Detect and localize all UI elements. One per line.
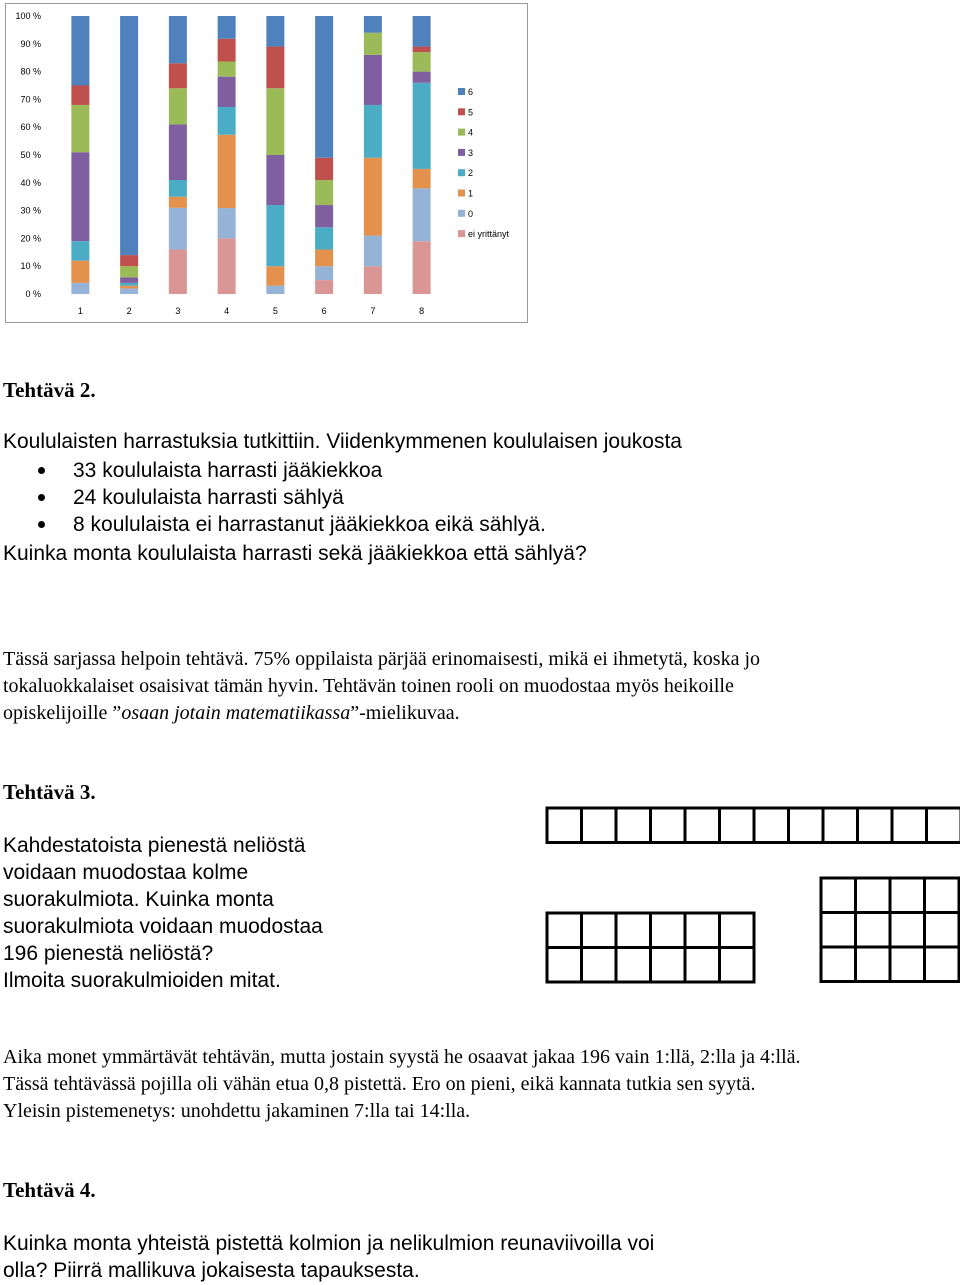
bar-segment [266,205,284,266]
y-tick-label: 20 % [20,233,41,244]
bar-segment [266,286,284,294]
y-tick-label: 100 % [15,11,41,21]
bar-segment [218,39,236,62]
bar-segment [169,16,187,63]
task3-comment [3,1044,927,1125]
list-item: 33 koululaista harrasti jääkiekkoa [3,457,903,484]
legend-label: 1 [468,188,474,199]
bar-segment [120,286,138,289]
y-tick-label: 90 % [20,38,41,49]
rect-3x4-cell [890,947,925,982]
legend-swatch [458,149,465,156]
bar-segment [120,255,138,266]
bar-segment [315,158,333,180]
rect-2x6-cell [720,948,755,983]
bar-segment [218,77,236,107]
bar-segment [413,52,431,71]
legend-label: 0 [468,208,474,219]
rect-1x12-cell [685,808,720,843]
bar-segment [169,63,187,88]
bar-segment [71,241,89,260]
list-item: 24 koululaista harrasti sählyä [3,484,903,511]
task2-question: Kuinka monta koululaista harrasti sekä jääkiekkoa että sählyä? [3,542,587,565]
bar-segment [71,105,89,152]
bar-segment [71,261,89,283]
rect-3x4-cell [925,878,960,913]
task2-intro: Koululaisten harrastuksia tutkittiin. Viidenkymmenen koululaisen joukosta [3,430,682,453]
stacked-percent-bar-chart [5,3,528,323]
task4-question [3,1230,903,1284]
comment-line: Aika monet ymmärtävät tehtävän, mutta jostain syystä he osaavat jakaa 196 vain 1:llä, 2:lla ja 4:llä. [3,1046,801,1068]
y-tick-label: 50 % [20,150,41,160]
rect-1x12-cell [892,808,927,843]
rect-3x4-cell [856,913,891,948]
comment-line: Tässä sarjassa helpoin tehtävä. 75% oppilaista pärjää erinomaisesti, mikä ei ihmetytä, koska jo [3,648,761,670]
bar-segment [266,266,284,285]
x-tick-label: 3 [175,306,181,316]
question-line: 196 pienestä neliöstä? [3,942,214,965]
bar-segment [218,61,236,76]
legend-swatch [458,129,465,136]
legend-label: 5 [468,107,474,118]
y-tick-label: 80 % [20,66,41,77]
bar-segment [169,124,187,180]
bar-segment [266,88,284,155]
bar-segment [218,16,236,39]
bar-segment [169,197,187,208]
question-line: olla? Piirrä mallikuva jokaisesta tapauksesta. [3,1259,420,1282]
bar-segment [315,266,333,280]
bar-segment [71,86,89,105]
legend-label: 3 [468,147,474,158]
rect-2x6-cell [651,948,686,983]
comment-text: ”-mielikuvaa. [350,702,460,724]
rect-3x4-cell [856,947,891,982]
question-line: suorakulmiota voidaan muodostaa [3,915,323,938]
task4-heading: Tehtävä 4. [3,1178,96,1202]
legend-swatch [458,108,465,115]
bar-segment [218,208,236,238]
x-tick-label: 2 [126,306,132,316]
list-item: 8 koululaista ei harrastanut jääkiekkoa eikä sählyä. [3,511,903,538]
bar-segment [364,33,382,55]
rect-3x4-cell [821,913,856,948]
bar-segment [364,16,382,33]
x-tick-label: 1 [77,306,83,316]
rect-3x4-cell [890,878,925,913]
rect-1x12-cell [547,808,582,843]
question-line: Kahdestatoista pienestä neliöstä [3,834,306,857]
rect-2x6-cell [547,913,582,948]
legend-swatch [458,169,465,176]
bar-segment [218,135,236,208]
rect-2x6-cell [651,913,686,948]
rect-1x12-cell [789,808,824,843]
rect-1x12-cell [823,808,858,843]
comment-italic-text: osaan jotain matematiikassa [121,702,351,724]
task3-heading: Tehtävä 3. [3,780,96,804]
comment-line [3,700,927,727]
bar-segment [120,266,138,277]
bar-segment [169,180,187,197]
question-line: suorakulmiota. Kuinka monta [3,888,274,911]
legend-swatch [458,210,465,217]
bar-segment [266,47,284,89]
bar-segment [218,107,236,135]
bar-segment [169,88,187,124]
bar-segment [315,250,333,267]
legend-label: ei yrittänyt [468,229,510,240]
rect-1x12-cell [651,808,686,843]
x-tick-label: 8 [419,306,425,316]
bar-segment [71,152,89,241]
bar-segment [71,283,89,294]
y-tick-label: 10 % [20,261,41,272]
rect-1x12-cell [927,808,960,843]
comment-line: tokaluokkalaiset osaisivat tämän hyvin. Tehtävän toinen rooli on muodostaa myös heikoille [3,675,734,697]
question-line: Kuinka monta yhteistä pistettä kolmion ja nelikulmion reunaviivoilla voi [3,1232,655,1255]
bar-segment [413,16,431,47]
rect-1x12-cell [858,808,893,843]
legend-label: 2 [468,168,474,179]
rect-2x6-cell [720,913,755,948]
bar-segment [315,180,333,205]
bar-segment [266,155,284,205]
bar-segment [315,280,333,294]
rect-1x12-cell [754,808,789,843]
rect-1x12-cell [616,808,651,843]
rect-2x6-cell [616,948,651,983]
comment-text: opiskelijoille ” [3,702,122,724]
y-tick-label: 60 % [20,122,41,133]
y-tick-label: 70 % [20,94,41,105]
bar-segment [315,16,333,158]
rect-3x4-cell [925,913,960,948]
y-tick-label: 30 % [20,205,41,216]
rect-3x4-cell [890,913,925,948]
x-tick-label: 7 [370,306,376,316]
task3-question [3,832,423,994]
chart-svg [6,4,527,322]
bar-segment [266,16,284,47]
bar-segment [120,16,138,255]
legend-swatch [458,88,465,95]
rect-1x12-cell [582,808,617,843]
bar-segment [413,169,431,188]
rect-3x4-cell [821,878,856,913]
task2-comment [3,646,927,727]
bar-segment [364,105,382,158]
bar-segment [364,266,382,294]
task2-bullet-list [3,457,903,538]
bar-segment [413,241,431,294]
bar-segment [120,288,138,294]
bar-segment [364,55,382,105]
legend-label: 6 [468,87,474,97]
y-tick-label: 0 % [25,289,41,299]
question-line: voidaan muodostaa kolme [3,861,249,884]
bar-segment [315,205,333,227]
bar-segment [169,250,187,294]
rect-2x6-cell [616,913,651,948]
legend-swatch [458,230,465,237]
bar-segment [218,238,236,294]
bar-segment [364,236,382,267]
bar-segment [413,83,431,169]
bar-segment [120,283,138,286]
x-tick-label: 6 [321,306,327,316]
x-tick-label: 4 [224,306,230,316]
legend-swatch [458,190,465,197]
rect-2x6-cell [685,913,720,948]
question-line: Ilmoita suorakulmioiden mitat. [3,969,281,992]
bar-segment [413,47,431,53]
bar-segment [413,72,431,83]
bar-segment [364,158,382,236]
bar-segment [169,208,187,250]
legend-label: 4 [468,127,474,138]
rect-2x6-cell [547,948,582,983]
rect-2x6-cell [582,913,617,948]
rect-3x4-cell [856,878,891,913]
bar-segment [413,188,431,241]
x-tick-label: 5 [272,306,278,316]
comment-line: Tässä tehtävässä pojilla oli vähän etua 0,8 pistettä. Ero on pieni, eikä kannata tutkia sen syytä. [3,1073,756,1095]
rect-3x4-cell [925,947,960,982]
rect-2x6-cell [685,948,720,983]
rectangles-figure [545,800,960,985]
rect-2x6-cell [582,948,617,983]
bar-segment [71,16,89,86]
bar-segment [315,227,333,249]
rect-1x12-cell [720,808,755,843]
bar-segment [120,277,138,283]
task2-heading: Tehtävä 2. [3,378,96,402]
comment-line: Yleisin pistemenetys: unohdettu jakaminen 7:lla tai 14:lla. [3,1100,471,1122]
rect-3x4-cell [821,947,856,982]
rectangles-svg [545,800,960,985]
y-tick-label: 40 % [20,177,41,188]
